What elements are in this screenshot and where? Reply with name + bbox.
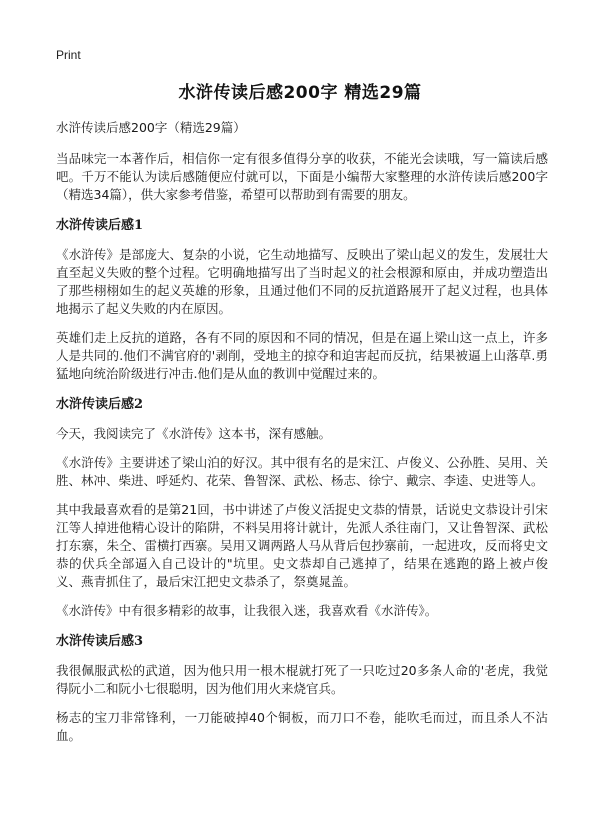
- section-2-paragraph-1: 今天，我阅读完了《水浒传》这本书，深有感触。: [56, 426, 332, 441]
- section-heading-1: 水浒传读后感1: [56, 218, 144, 233]
- section-heading-2: 水浒传读后感2: [56, 397, 144, 412]
- document-body: [56, 119, 548, 756]
- intro-paragraph: 当品味完一本著作后，相信你一定有很多值得分享的收获，不能光会读哦，写一篇读后感吧。千万不能认为读后感随便应付就可以，下面是小编帮大家整理的水浒传读后感200字（精选34篇），供大家参考借鉴，希望可以帮助到有需要的朋友。: [56, 151, 548, 202]
- page-title: 水浒传读后感200字 精选29篇: [178, 83, 422, 103]
- section-2-paragraph-2: 《水浒传》主要讲述了梁山泊的好汉。其中很有名的是宋江、卢俊义、公孙胜、吴用、关胜、林冲、柴进、呼延灼、花荣、鲁智深、武松、杨志、徐宁、戴宗、李逵、史进等人。: [56, 455, 548, 488]
- section-1-paragraph-2: 英雄们走上反抗的道路，各有不同的原因和不同的情况，但是在逼上梁山这一点上，许多人是共同的.他们不满官府的'剥削，受地主的掠夺和迫害起而反抗，结果被逼上山落草.勇猛地向统治阶级进行冲击.他们是从血的教训中觉醒过来的。: [56, 330, 548, 381]
- document-subtitle: 水浒传读后感200字（精选29篇）: [56, 120, 246, 135]
- section-3-paragraph-2: 杨志的宝刀非常锋利，一刀能破掉40个铜板，而刀口不卷，能吹毛而过，而且杀人不沾血。: [56, 710, 548, 743]
- section-1-paragraph-1: 《水浒传》是部庞大、复杂的小说，它生动地描写、反映出了梁山起义的发生，发展壮大直至起义失败的整个过程。它明确地描写出了当时起义的社会根源和原由，并成功塑造出了那些栩栩如生的起义英雄的形象，且通过他们不同的反抗道路展开了起义过程，也具体地揭示了起义失败的内在原因。: [56, 247, 548, 316]
- section-3-paragraph-1: 我很佩服武松的武道，因为他只用一根木棍就打死了一只吃过20多条人命的'老虎，我觉得阮小二和阮小七很聪明，因为他们用火来烧官兵。: [56, 663, 548, 696]
- section-2-paragraph-4: 《水浒传》中有很多精彩的故事，让我很入迷，我喜欢看《水浒传》。: [56, 603, 438, 618]
- print-link[interactable]: Print: [56, 48, 81, 62]
- section-heading-3: 水浒传读后感3: [56, 634, 144, 649]
- section-2-paragraph-3: 其中我最喜欢看的是第21回，书中讲述了卢俊义活捉史文恭的情景，话说史文恭设计引宋江等人掉进他精心设计的陷阱，不料吴用将计就计，先派人杀往南门，又让鲁智深、武松打东寨，朱仝、雷横打西寨。吴用又调两路人马从背后包抄寨前，一起进攻，反而将史文恭的伏兵全部逼入自己设计的"坑里。史文恭却自己逃掉了，结果在逃跑的路上被卢俊义、燕青抓住了，最后宋江把史文恭杀了，祭奠晁盖。: [56, 502, 548, 589]
